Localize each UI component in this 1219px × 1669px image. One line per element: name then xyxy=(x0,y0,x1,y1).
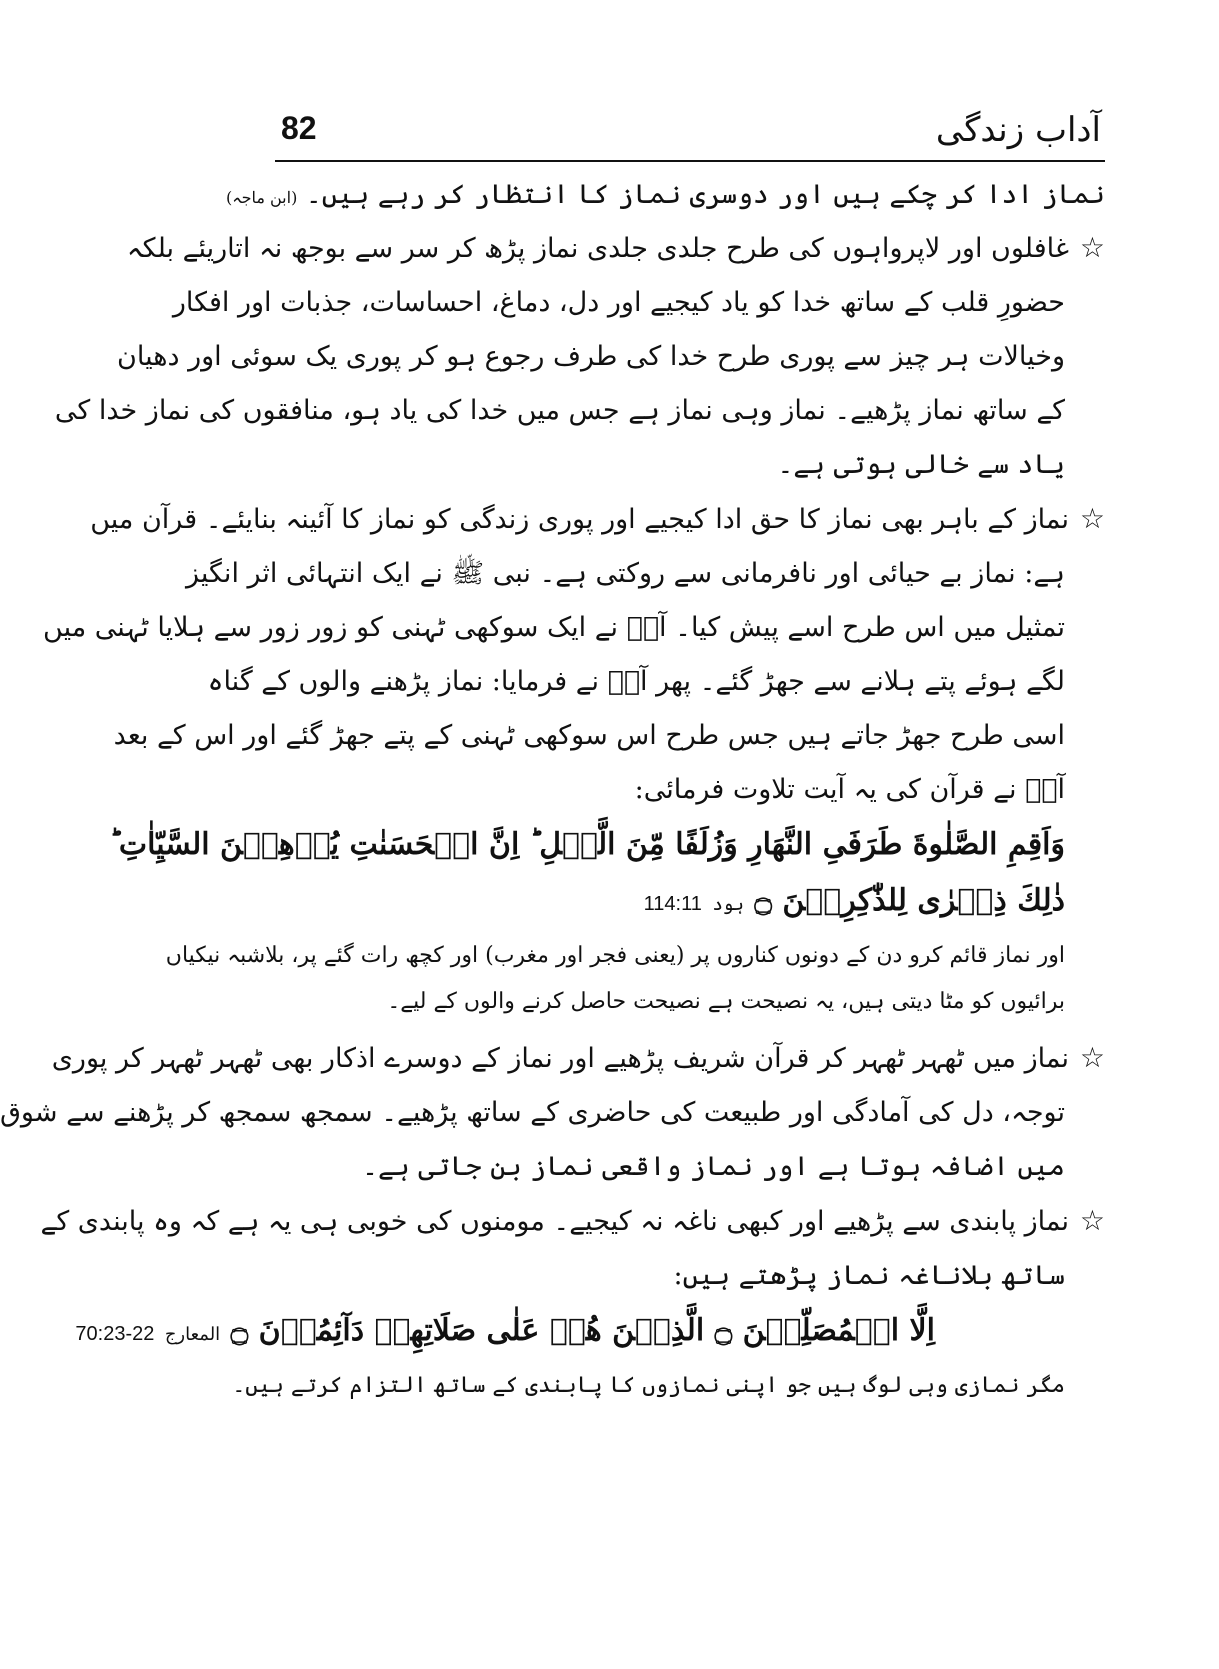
star-bullet-icon: ☆ xyxy=(1079,231,1105,264)
verse-reference-number: 70:23-22 xyxy=(75,1323,155,1345)
text-line: تمثیل میں اس طرح اسے پیش کیا۔ آپؐ نے ایک سوکھی ٹہنی کو زور زور سے ہلایا ٹہنی میں xyxy=(43,612,1065,643)
page-body xyxy=(0,172,1105,1409)
translation-line: مگر نمازی وہی لوگ ہیں جو اپنی نمازوں کا پابندی کے ساتھ التزام کرتے ہیں۔ xyxy=(232,1373,1065,1398)
text-line: آپؐ نے قرآن کی یہ آیت تلاوت فرمائی: xyxy=(634,774,1065,805)
star-bullet-icon: ☆ xyxy=(1079,502,1105,535)
text-line: یاد سے خالی ہوتی ہے۔ xyxy=(777,449,1065,480)
text-line: نماز ادا کر چکے ہیں اور دوسری نماز کا انتظار کر رہے ہیں۔ (ابن ماجہ) xyxy=(225,179,1105,210)
quran-verse-line: ذٰلِكَ ذِكۡرٰی لِلذّٰكِرِیۡنَ ۝ ہود 114:11 xyxy=(643,883,1065,918)
text-line: میں اضافہ ہوتا ہے اور نماز واقعی نماز بن جاتی ہے۔ xyxy=(362,1151,1065,1182)
bullet-line: ☆نماز کے باہر بھی نماز کا حق ادا کیجیے اور پوری زندگی کو نماز کا آئینہ بنایئے۔ قرآن میں xyxy=(280,492,1105,547)
page-header xyxy=(275,100,1105,162)
verse-reference: المعارج xyxy=(164,1324,221,1345)
text-line: لگے ہوئے پتے ہلانے سے جھڑ گئے۔ پھر آپؐ نے فرمایا: نماز پڑھنے والوں کے گناہ xyxy=(207,666,1065,697)
bullet-line: ☆نماز میں ٹھہر ٹھہر کر قرآن شریف پڑھیے اور نماز کے دوسرے اذکار بھی ٹھہر ٹھہر کر پوری xyxy=(280,1031,1105,1086)
star-bullet-icon: ☆ xyxy=(1079,1041,1105,1074)
text-line: ہے: نماز بے حیائی اور نافرمانی سے روکتی ہے۔ نبی ﷺ نے ایک انتہائی اثر انگیز xyxy=(185,558,1065,589)
translation-line: اور نماز قائم کرو دن کے دونوں کناروں پر (یعنی فجر اور مغرب) اور کچھ رات گئے پر، بلاشبہ نیکیاں xyxy=(165,943,1065,968)
bullet-line: ☆غافلوں اور لاپرواہوں کی طرح جلدی جلدی نماز پڑھ کر سر سے بوجھ نہ اتاریئے بلکہ xyxy=(280,221,1105,276)
text-line: کے ساتھ نماز پڑھیے۔ نماز وہی نماز ہے جس میں خدا کی یاد ہو، منافقوں کی نماز خدا کی xyxy=(54,395,1065,426)
verse-reference: ہود xyxy=(712,894,744,915)
bullet-line: ☆نماز پابندی سے پڑھیے اور کبھی ناغہ نہ کیجیے۔ مومنوں کی خوبی ہی یہ ہے کہ وہ پابندی کے xyxy=(280,1194,1105,1249)
text-line: حضورِ قلب کے ساتھ خدا کو یاد کیجیے اور دل، دماغ، احساسات، جذبات اور افکار xyxy=(172,287,1065,318)
text-line: توجہ، دل کی آمادگی اور طبیعت کی حاضری کے ساتھ پڑھیے۔ سمجھ سمجھ کر پڑھنے سے شوق xyxy=(0,1097,1065,1128)
quran-verse-line: اِلَّا الۡمُصَلِّیۡنَ ۝ الَّذِیۡنَ هُمۡ عَلٰی صَلَاتِهِمۡ دَآئِمُوۡنَ ۝ المعارج 70:23-22 xyxy=(75,1313,935,1348)
citation: (ابن ماجہ) xyxy=(225,188,298,207)
quran-verse-line: وَاَقِمِ الصَّلٰوةَ طَرَفَیِ النَّهَارِ وَزُلَفًا مِّنَ الَّیۡلِ ؕ اِنَّ الۡحَسَنٰتِ یُذۡهِبۡنَ السَّیِّاٰتِ ؕ xyxy=(109,827,1065,862)
star-bullet-icon: ☆ xyxy=(1079,1204,1105,1237)
page-number: 82 xyxy=(281,110,317,146)
book-title: آداب زندگی xyxy=(935,110,1101,150)
text-line: ساتھ بلاناغہ نماز پڑھتے ہیں: xyxy=(673,1260,1065,1291)
text-line: اسی طرح جھڑ جاتے ہیں جس طرح اس سوکھی ٹہنی کے پتے جھڑ گئے اور اس کے بعد xyxy=(113,720,1065,751)
verse-reference-number: 114:11 xyxy=(643,893,702,915)
translation-line: برائیوں کو مٹا دیتی ہیں، یہ نصیحت ہے نصیحت حاصل کرنے والوں کے لیے۔ xyxy=(387,989,1065,1014)
text-line: وخیالات ہر چیز سے پوری طرح خدا کی طرف رجوع ہو کر پوری یک سوئی اور دھیان xyxy=(117,341,1065,372)
